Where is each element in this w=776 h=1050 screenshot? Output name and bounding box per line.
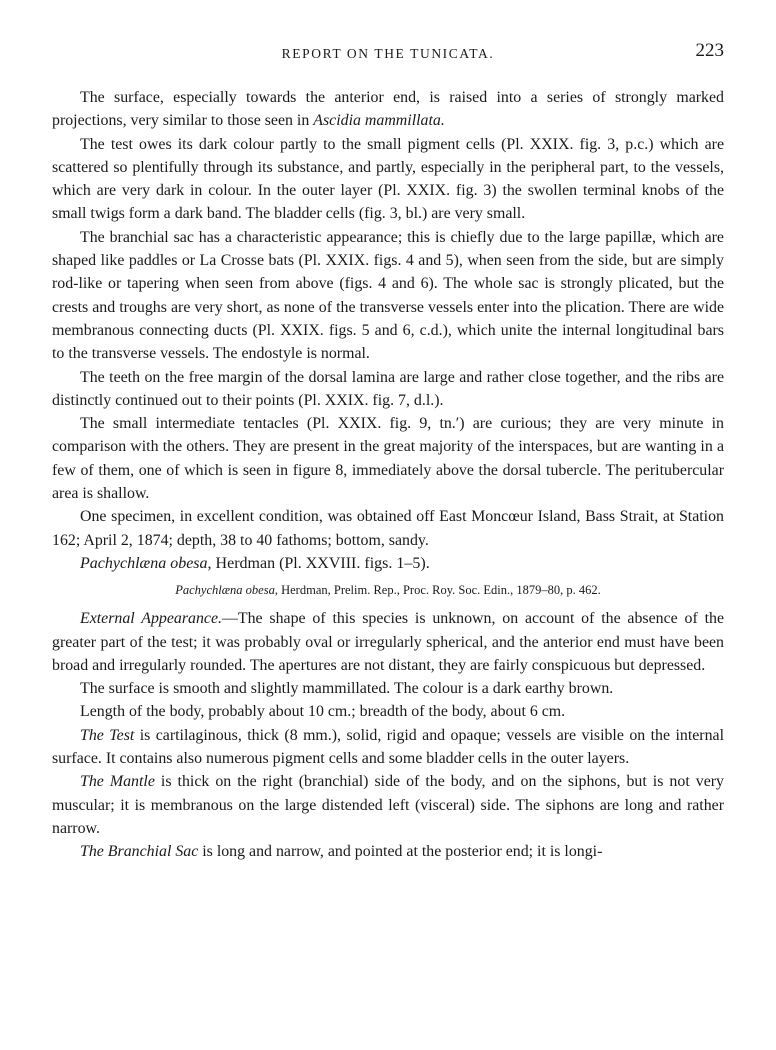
- paragraph-surface-projections: [52, 86, 724, 133]
- paragraph-external-appearance: [52, 607, 724, 677]
- paragraph-text: is thick on the right (branchial) side of the body, and on the siphons, but is not very muscular; it is membranous on the large distended left (visceral) side. The siphons are long and rather narrow.: [52, 773, 724, 837]
- paragraph-test: [52, 724, 724, 771]
- species-heading-rest: , Herdman (Pl. XXVIII. figs. 1–5).: [207, 554, 430, 572]
- section-label: The Mantle: [80, 773, 155, 791]
- citation-rest: , Herdman, Prelim. Rep., Proc. Roy. Soc. Edin., 1879–80, p. 462.: [274, 583, 601, 598]
- running-head: REPORT ON THE TUNICATA.: [281, 46, 495, 61]
- page-header: [52, 40, 724, 66]
- citation: [52, 581, 724, 599]
- paragraph-branchial: [52, 840, 724, 863]
- citation-name: Pachychlæna obesa: [175, 583, 275, 598]
- paragraph-test-colour: The test owes its dark colour partly to the small pigment cells (Pl. XXIX. fig. 3, p.c.) which are scattered so plentifully through its substance, and partly, especially in the peripheral part, to the vessels, which are very dark in colour. In the outer layer (Pl. XXIX. fig. 3) the swollen terminal knobs of the small twigs form a dark band. The bladder cells (fig. 3, bl.) are very small.: [52, 135, 724, 223]
- paragraph-text: The surface, especially towards the anterior end, is raised into a series of strongly marked projections, very similar to those seen in: [52, 89, 724, 130]
- paragraph-text: —The shape of this species is unknown, on account of the absence of the greater part of the test; it was probably oval or irregularly spherical, and the anterior end must have been broad and irregularly rounded. The apertures are not distant, they are fairly conspicuous but depressed.: [52, 610, 724, 674]
- paragraph-branchial-sac: The branchial sac has a characteristic appearance; this is chiefly due to the large papillæ, which are shaped like paddles or La Crosse bats (Pl. XXIX. figs. 4 and 5), when seen from the side, but are simply rod-like or tapering when seen from above (figs. 4 and 6). The whole sac is strongly plicated, but the crests and troughs are very short, as none of the transverse vessels enter into the plication. There are wide membranous connecting ducts (Pl. XXIX. figs. 5 and 6, c.d.), which unite the internal longitudinal bars to the transverse vessels. The endostyle is normal.: [52, 228, 724, 363]
- section-label: External Appearance.: [80, 610, 222, 628]
- species-name: Pachychlæna obesa: [80, 554, 208, 572]
- paragraph-tentacles: The small intermediate tentacles (Pl. XXIX. fig. 9, tn.′) are curious; they are very minute in comparison with the others. They are present in the great majority of the interspaces, but are wanting in a few of them, one of which is seen in figure 8, immediately above the dorsal tubercle. The peritubercular area is shallow.: [52, 415, 724, 503]
- paragraph-length: Length of the body, probably about 10 cm.; breadth of the body, about 6 cm.: [80, 703, 566, 721]
- paragraph-mantle: [52, 770, 724, 840]
- paragraph-text: is long and narrow, and pointed at the posterior end; it is longi-: [198, 843, 603, 861]
- species-heading: [52, 552, 724, 575]
- page-body: [52, 86, 724, 864]
- paragraph-dorsal-lamina: The teeth on the free margin of the dorsal lamina are large and rather close together, and the ribs are distinctly continued out to their points (Pl. XXIX. fig. 7, d.l.).: [52, 368, 724, 409]
- page-number: 223: [695, 40, 724, 61]
- paragraph-surface: The surface is smooth and slightly mammillated. The colour is a dark earthy brown.: [80, 680, 614, 698]
- paragraph-specimen: One specimen, in excellent condition, was obtained off East Moncœur Island, Bass Strait, at Station 162; April 2, 1874; depth, 38 to 40 fathoms; bottom, sandy.: [52, 508, 724, 549]
- section-label: The Test: [80, 726, 135, 744]
- species-reference: Ascidia mammillata.: [313, 112, 445, 130]
- section-label: The Branchial Sac: [80, 843, 199, 861]
- paragraph-text: is cartilaginous, thick (8 mm.), solid, rigid and opaque; vessels are visible on the internal surface. It contains also numerous pigment cells and some bladder cells in the outer layers.: [52, 726, 725, 768]
